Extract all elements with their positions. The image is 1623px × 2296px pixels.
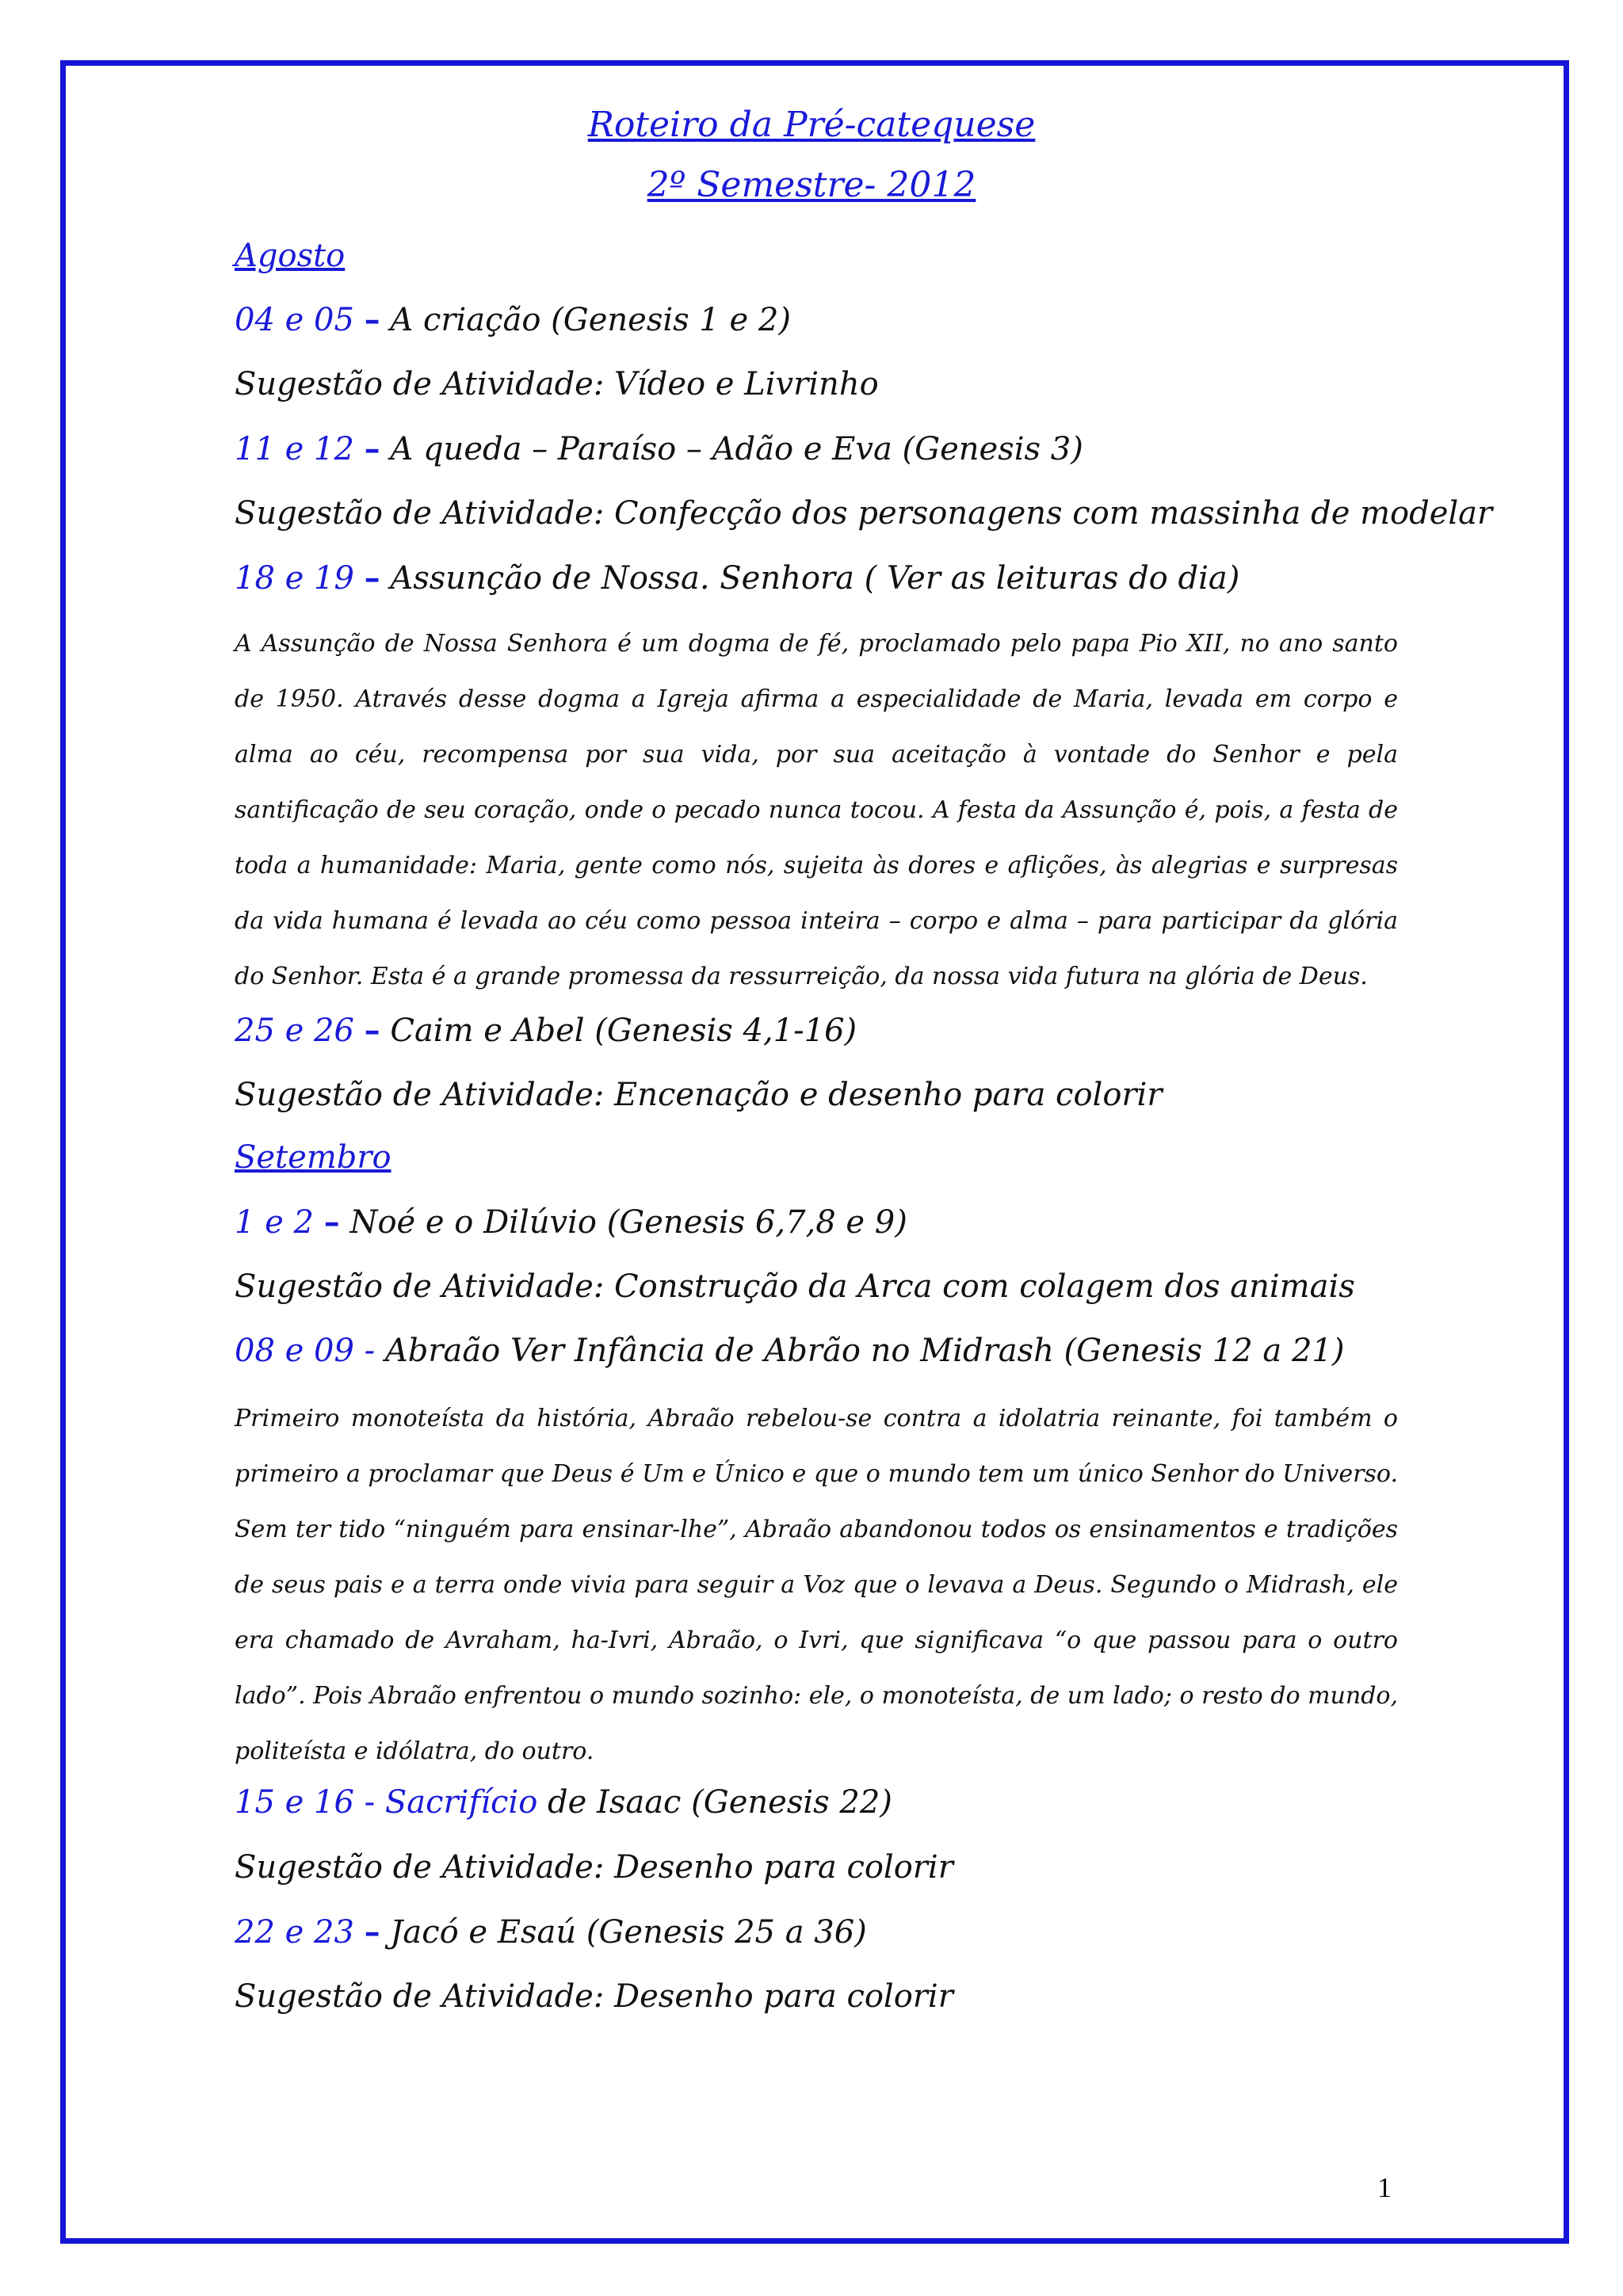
entry-date: 15 e 16 (235, 1784, 354, 1821)
page-title: Roteiro da Pré-catequese (587, 105, 1036, 145)
entry-dash: – (364, 301, 380, 338)
document-header (0, 95, 1623, 215)
entry-date: 08 e 09 (235, 1333, 354, 1369)
entry-agosto-25 (235, 1012, 857, 1049)
month-heading-setembro: Setembro (235, 1139, 391, 1176)
entry-date: 04 e 05 (235, 302, 354, 338)
entry-date: 25 e 26 (235, 1013, 354, 1049)
activity-suggestion: Sugestão de Atividade: Construção da Arca com colagem dos animais (235, 1268, 1355, 1305)
entry-setembro-01 (235, 1203, 907, 1241)
entry-dash: – (364, 559, 380, 597)
entry-date: 11 e 12 (235, 431, 354, 467)
entry-date: 18 e 19 (235, 560, 354, 597)
entry-dash: - (364, 1333, 376, 1369)
entry-dash: - (364, 1784, 376, 1821)
month-heading-agosto: Agosto (235, 238, 346, 274)
entry-date: 22 e 23 (235, 1914, 354, 1951)
entry-agosto-18 (235, 559, 1239, 597)
activity-suggestion: Sugestão de Atividade: Desenho para colorir (235, 1849, 953, 1886)
activity-suggestion: Sugestão de Atividade: Desenho para colorir (235, 1978, 953, 2015)
entry-text: Jacó e Esaú (Genesis 25 a 36) (390, 1914, 867, 1951)
entry-setembro-08 (235, 1333, 1344, 1369)
entry-setembro-15 (235, 1784, 892, 1821)
entry-dash: – (364, 430, 380, 467)
paragraph-abraao: Primeiro monoteísta da história, Abraão rebelou-se contra a idolatria reinante, foi também o primeiro a proclamar que Deus é Um e Único e que o mundo tem um único Senhor do Universo. Sem ter tido “ninguém para ensinar-lhe”, Abraão abandonou todos os ensinamentos e tradições de seus pais e a terra onde vivia para seguir a Voz que o levava a Deus. Segundo o Midrash, ele era chamado de Avraham, ha-Ivri, Abraão, o Ivri, que significava “o que passou para o outro lado”. Pois Abraão enfrentou o mundo sozinho: ele, o monoteísta, de um lado; o resto do mundo, politeísta e idólatra, do outro. (235, 1405, 1398, 1765)
entry-text: Abraão Ver Infância de Abrão no Midrash (Genesis 12 a 21) (384, 1333, 1345, 1369)
activity-suggestion: Sugestão de Atividade: Vídeo e Livrinho (235, 366, 879, 402)
entry-highlight: Sacrifício (384, 1784, 538, 1821)
entry-setembro-22 (235, 1913, 867, 1951)
paragraph-assuncao: A Assunção de Nossa Senhora é um dogma de fé, proclamado pelo papa Pio XII, no ano santo de 1950. Através desse dogma a Igreja afirma a especialidade de Maria, levada em corpo e alma ao céu, recompensa por sua vida, por sua aceitação à vontade do Senhor e pela santificação de seu coração, onde o pecado nunca tocou. A festa da Assunção é, pois, a festa de toda a humanidade: Maria, gente como nós, sujeita às dores e aflições, às alegrias e surpresas da vida humana é levada ao céu como pessoa inteira – corpo e alma – para participar da glória do Senhor. Esta é a grande promessa da ressurreição, da nossa vida futura na glória de Deus. (235, 630, 1398, 990)
page-subtitle: 2º Semestre- 2012 (647, 165, 976, 205)
entry-dash: – (364, 1012, 380, 1049)
entry-dash: – (323, 1203, 340, 1241)
activity-suggestion: Sugestão de Atividade: Confecção dos personagens com massinha de modelar (235, 495, 1493, 532)
entry-dash: – (364, 1913, 380, 1951)
entry-text: A criação (Genesis 1 e 2) (390, 302, 791, 338)
entry-text: A queda – Paraíso – Adão e Eva (Genesis 3) (390, 431, 1083, 467)
entry-date: 1 e 2 (235, 1204, 314, 1241)
entry-text: Noé e o Dilúvio (Genesis 6,7,8 e 9) (349, 1204, 907, 1241)
entry-text: Assunção de Nossa. Senhora ( Ver as leituras do dia) (390, 560, 1240, 597)
entry-text: de Isaac (Genesis 22) (548, 1784, 892, 1821)
entry-agosto-11 (235, 430, 1083, 467)
entry-agosto-04 (235, 301, 791, 338)
entry-text: Caim e Abel (Genesis 4,1-16) (390, 1013, 857, 1049)
page-number: 1 (1377, 2172, 1392, 2203)
activity-suggestion: Sugestão de Atividade: Encenação e desenho para colorir (235, 1077, 1163, 1113)
